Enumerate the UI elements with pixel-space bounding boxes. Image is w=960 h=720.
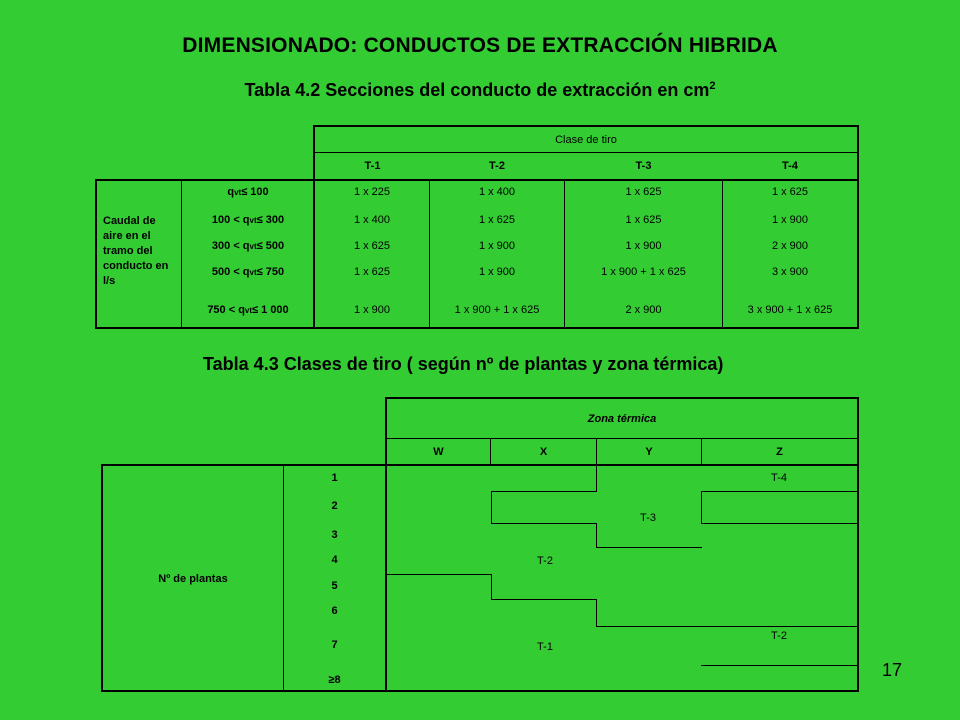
t43-header-zona-termica: Zona térmica [587, 412, 657, 425]
t42-cell: 2 x 900 [771, 240, 809, 252]
t43-row-label: 2 [331, 500, 338, 512]
t43-col-y: Y [645, 445, 653, 458]
t42-cell: 2 x 900 [625, 304, 662, 316]
slide-title: DIMENSIONADO: CONDUCTOS DE EXTRACCIÓN HIBRIDA [182, 34, 778, 57]
t42-cell: 1 x 625 [478, 214, 516, 226]
t42-row-label: 100 < q vt ≤ 300 [211, 214, 285, 226]
t42-header-clase-de-tiro: Clase de tiro [555, 133, 617, 146]
t42-cell: 1 x 900 + 1 x 625 [454, 304, 540, 316]
t42-cell: 1 x 625 [353, 240, 391, 252]
t42-cell: 3 x 900 + 1 x 625 [747, 304, 833, 316]
t42-col-t3: T-3 [635, 160, 652, 172]
t42-cell: 1 x 900 [625, 240, 662, 252]
t42-cell: 1 x 900 + 1 x 625 [601, 266, 686, 278]
t42-row-label: q vt ≤ 100 [227, 186, 269, 198]
t42-cell: 1 x 625 [625, 214, 662, 226]
t43-row-label: 4 [331, 554, 338, 566]
table-4-2-caption: Tabla 4.2 Secciones del conducto de extracción en $cm^2$ [244, 80, 716, 100]
t43-col-x: X [539, 445, 548, 458]
t43-row-label: 7 [331, 639, 338, 651]
t42-row-label: 300 < q vt ≤ 500 [211, 240, 285, 252]
t42-cell: 1 x 900 [353, 304, 391, 316]
t42-cell: 1 x 625 [771, 186, 809, 198]
t42-cell: 1 x 900 [478, 266, 516, 278]
table-4-3-caption: Tabla 4.3 Clases de tiro ( según nº de plantas y zona térmica) [203, 354, 724, 374]
t43-region-t4: T-4 [771, 472, 787, 484]
t42-row-label: 500 < q vt ≤ 750 [211, 266, 285, 278]
t43-col-z: Z [776, 445, 783, 458]
t43-row-label: 5 [331, 580, 338, 592]
t42-cell: 3 x 900 [771, 266, 809, 278]
t43-region-t1: T-1 [537, 641, 553, 653]
t43-region-t2: T-2 [537, 555, 553, 567]
t43-region-t2-lower: T-2 [771, 630, 787, 642]
t42-cell: 1 x 400 [353, 214, 391, 226]
t42-cell: 1 x 900 [771, 214, 809, 226]
t42-cell: 1 x 225 [353, 186, 391, 198]
t43-row-group-label: Nº de plantas [158, 573, 228, 585]
t42-col-t1: T-1 [364, 160, 381, 172]
t43-row-label: 6 [331, 605, 338, 617]
t43-row-label: 1 [331, 472, 338, 484]
page-number: 17 [881, 660, 902, 680]
t42-row-group-label: Caudal de aire en el tramo del conducto en l/s [103, 215, 169, 287]
t42-cell: 1 x 625 [625, 186, 662, 198]
t43-row-label: 3 [331, 529, 338, 541]
t42-cell: 1 x 625 [353, 266, 391, 278]
t42-col-t2: T-2 [489, 160, 505, 172]
t42-row-label: 750 < q vt ≤ 1 000 [207, 304, 289, 316]
t42-cell: 1 x 900 [478, 240, 516, 252]
t43-row-label: ≥8 [328, 674, 341, 686]
t43-region-t3: T-3 [640, 512, 656, 524]
t42-col-t4: T-4 [782, 160, 798, 172]
t43-col-w: W [433, 445, 444, 458]
t42-cell: 1 x 400 [478, 186, 516, 198]
